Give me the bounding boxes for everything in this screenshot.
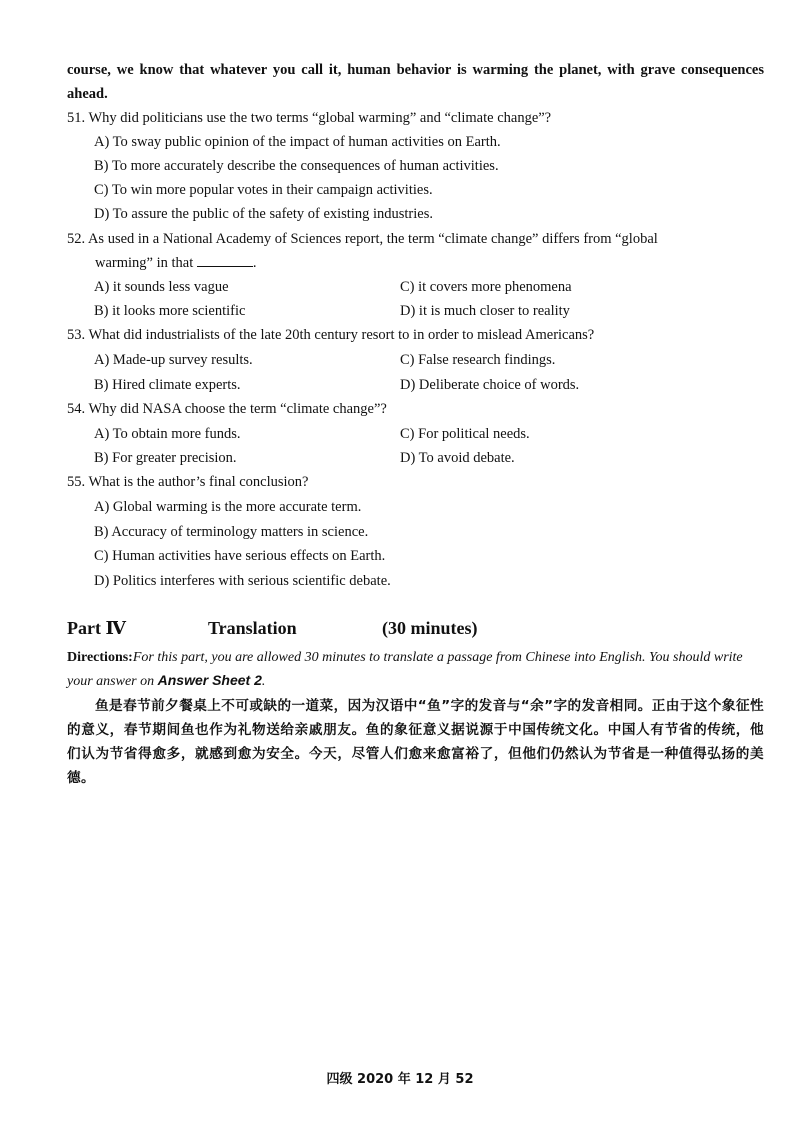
question-53-option-c[interactable]: C) False research findings. <box>400 352 556 368</box>
question-51-option-c[interactable]: C) To win more popular votes in their campaign activities. <box>94 182 433 198</box>
directions-text: For this part, you are allowed 30 minutes to translate a passage from Chinese into English. You should write your answer on <box>67 650 743 689</box>
question-52-option-c[interactable]: C) it covers more phenomena <box>400 279 572 295</box>
page-footer: 四级 2020 年 12 月 52 <box>326 1072 474 1087</box>
question-54-stem: 54. Why did NASA choose the term “climate change”? <box>67 401 387 417</box>
question-52-option-a[interactable]: A) it sounds less vague <box>94 279 229 295</box>
question-52-stem-text: warming” in that <box>95 255 194 271</box>
translation-passage: 鱼是春节前夕餐桌上不可或缺的一道菜，因为汉语中“鱼”字的发音与“余”字的发音相同。正由于这个象征性的意义，春节期间鱼也作为礼物送给亲戚朋友。鱼的象征意义据说源于中国传统文化。中国人有节省的传统，他们认为节省得愈多，就感到愈为安全。今天，尽管人们愈来愈富裕了，但他们仍然认为节省是一种值得弘扬的美德。 <box>67 698 764 786</box>
question-53-stem: 53. What did industrialists of the late 20th century resort to in order to mislead Americans? <box>67 327 595 343</box>
directions-label: Directions: <box>67 650 133 665</box>
answer-sheet-label: Answer Sheet 2 <box>157 672 262 688</box>
question-53-option-b[interactable]: B) Hired climate experts. <box>94 377 241 393</box>
question-54-option-d[interactable]: D) To avoid debate. <box>400 450 515 466</box>
part-title: Translation <box>208 618 297 638</box>
directions-end: . <box>261 674 266 689</box>
question-52-stem <box>67 227 767 275</box>
part-label: Part Ⅳ <box>67 618 126 638</box>
question-52-option-b[interactable]: B) it looks more scientific <box>94 303 246 319</box>
question-55-stem: 55. What is the author’s final conclusion? <box>67 474 309 490</box>
question-51-option-b[interactable]: B) To more accurately describe the consequences of human activities. <box>94 158 499 174</box>
directions <box>67 646 764 693</box>
question-55-option-b[interactable]: B) Accuracy of terminology matters in science. <box>94 524 369 540</box>
question-51-option-a[interactable]: A) To sway public opinion of the impact of human activities on Earth. <box>94 134 501 150</box>
question-51-option-d[interactable]: D) To assure the public of the safety of existing industries. <box>94 206 433 222</box>
question-52-stem-line1: 52. As used in a National Academy of Sciences report, the term “climate change” differs from “global <box>67 231 658 247</box>
question-53-option-a[interactable]: A) Made-up survey results. <box>94 352 253 368</box>
question-52-stem-line2 <box>67 251 767 275</box>
question-52-option-d[interactable]: D) it is much closer to reality <box>400 303 570 319</box>
part-time: (30 minutes) <box>382 618 478 638</box>
question-54-option-a[interactable]: A) To obtain more funds. <box>94 426 241 442</box>
passage-ending: course, we know that whatever you call it, human behavior is warming the planet, with grave consequences ahead. <box>67 62 764 102</box>
question-55-option-c[interactable]: C) Human activities have serious effects on Earth. <box>94 548 386 564</box>
question-53-option-d[interactable]: D) Deliberate choice of words. <box>400 377 580 393</box>
question-51-stem: 51. Why did politicians use the two terms “global warming” and “climate change”? <box>67 110 552 126</box>
question-54-option-b[interactable]: B) For greater precision. <box>94 450 237 466</box>
question-54-option-c[interactable]: C) For political needs. <box>400 426 530 442</box>
question-55-option-a[interactable]: A) Global warming is the more accurate term. <box>94 499 362 515</box>
answer-blank <box>197 252 253 267</box>
question-52-stem-period: . <box>252 255 257 271</box>
question-55-option-d[interactable]: D) Politics interferes with serious scientific debate. <box>94 573 391 589</box>
